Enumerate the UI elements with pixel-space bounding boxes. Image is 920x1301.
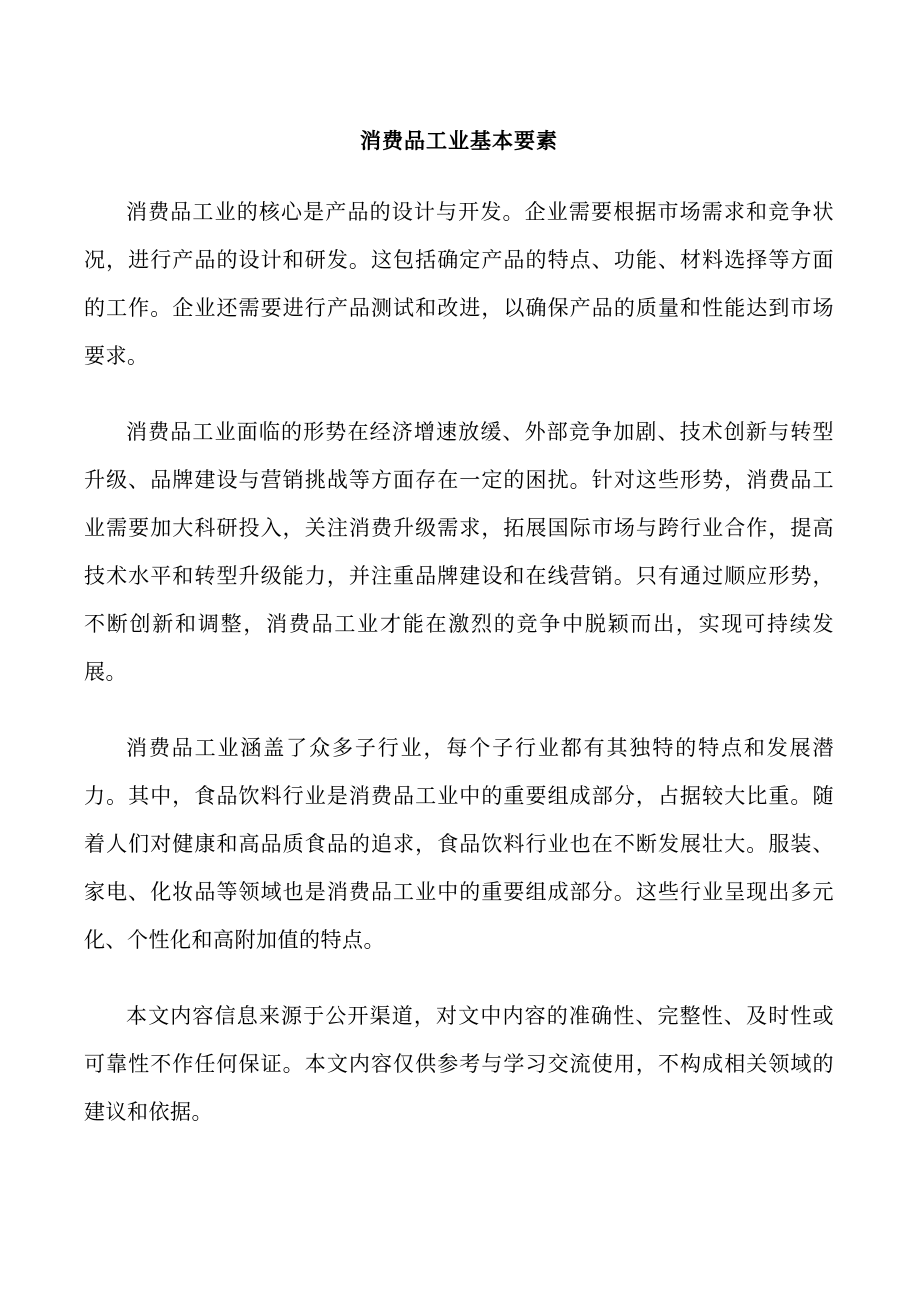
- document-title: 消费品工业基本要素: [360, 128, 558, 153]
- paragraph-disclaimer: 本文内容信息来源于公开渠道，对文中内容的准确性、完整性、及时性或可靠性不作任何保证。本文内容仅供参考与学习交流使用，不构成相关领域的建议和依据。: [84, 1004, 834, 1124]
- paragraph-sub-industries: 消费品工业涵盖了众多子行业，每个子行业都有其独特的特点和发展潜力。其中，食品饮料行业是消费品工业中的重要组成部分，占据较大比重。随着人们对健康和高品质食品的追求，食品饮料行业也在不断发展壮大。服装、家电、化妆品等领域也是消费品工业中的重要组成部分。这些行业呈现出多元化、个性化和高附加值的特点。: [84, 736, 834, 952]
- paragraph-product-design: 消费品工业的核心是产品的设计与开发。企业需要根据市场需求和竞争状况，进行产品的设计和研发。这包括确定产品的特点、功能、材料选择等方面的工作。企业还需要进行产品测试和改进，以确保产品的质量和性能达到市场要求。: [84, 200, 834, 368]
- paragraph-industry-situation: 消费品工业面临的形势在经济增速放缓、外部竞争加剧、技术创新与转型升级、品牌建设与营销挑战等方面存在一定的困扰。针对这些形势，消费品工业需要加大科研投入，关注消费升级需求，拓展国际市场与跨行业合作，提高技术水平和转型升级能力，并注重品牌建设和在线营销。只有通过顺应形势，不断创新和调整，消费品工业才能在激烈的竞争中脱颖而出，实现可持续发展。: [84, 420, 834, 684]
